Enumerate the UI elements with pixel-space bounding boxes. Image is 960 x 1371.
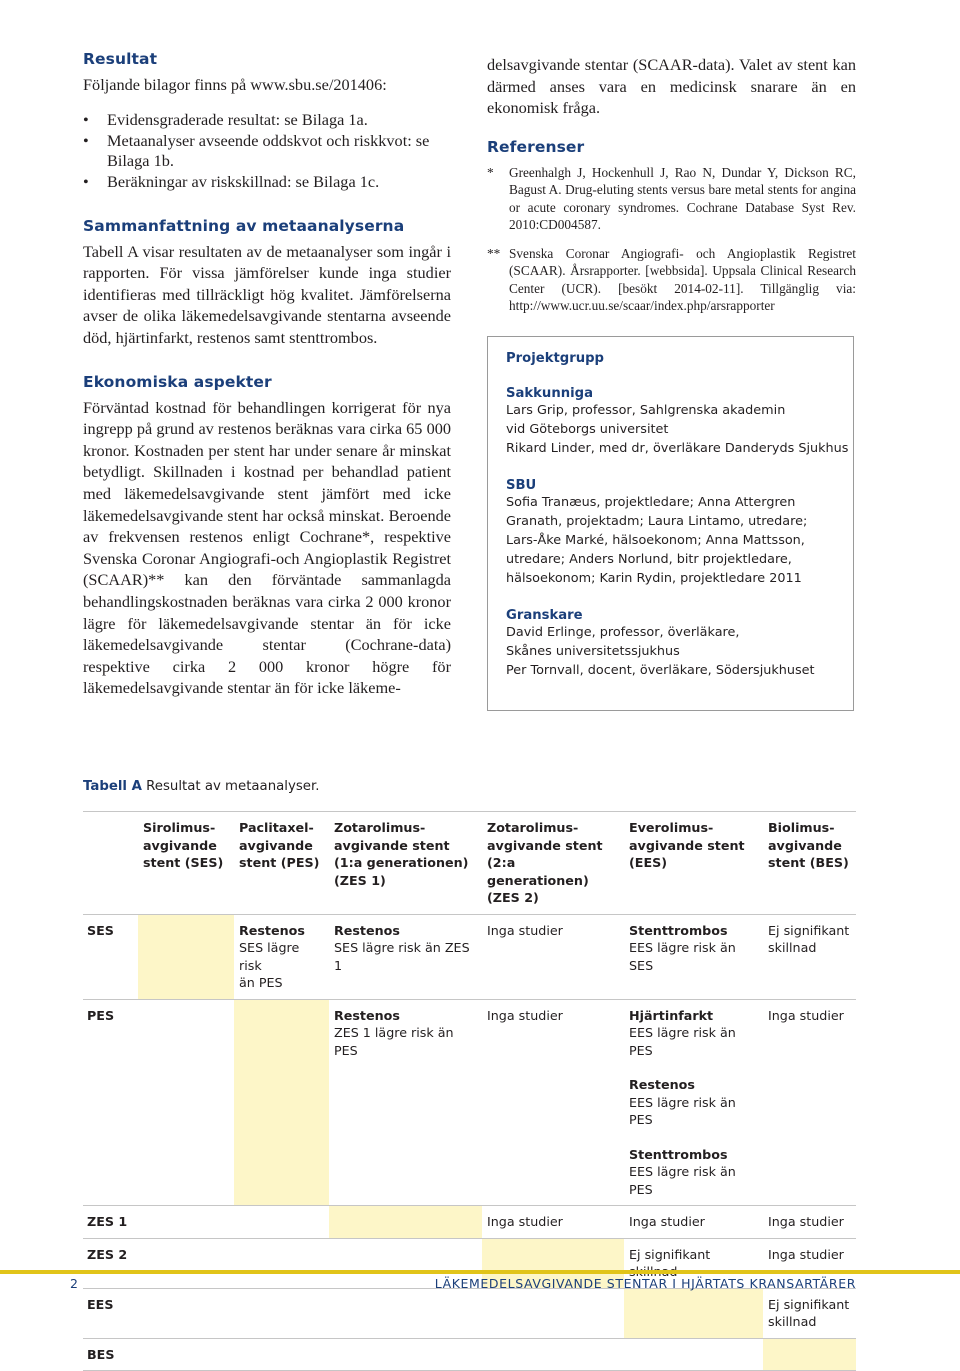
table-cell bbox=[624, 914, 763, 999]
table-cell bbox=[234, 1206, 329, 1239]
results-heading: Resultat bbox=[83, 50, 158, 68]
table-cell bbox=[624, 1338, 763, 1371]
cell-finding bbox=[629, 1076, 759, 1129]
economics-paragraph: Förväntad kostnad för behandlingen korrigerat för nya ingrepp på grund av restenos beräknas vara cirka 65 000 kronor. Kostnaden per stent har under senare år minskat betydligt. Skillnaden i kostnad per behandlad patient med läkemedelsavgivande stent jämfört med icke läkemedelsavgivande stent har också minskat. Beroende av frekvensen restenos enligt Cochrane*, respektive Svenska Coronar Angiografi-och Angioplastik Registret (SCAAR)** kan den förväntade sammanlagda behandlingskostnaden beräknas vara cirka 2 000 kronor lägre för läkemedelsavgivande stentar än för icke läkemedelsavgivande stentar (Cochrane-data) respektive cirka 2 000 kronor högre för läkemedelsavgivande stentar än för icke läkeme- bbox=[83, 397, 451, 698]
project-section-reviewers: Granskare David Erlinge, professor, överläkare, Skånes universitetssjukhus Per Tornvall, docent, överläkare, Södersjukhuset bbox=[506, 607, 815, 679]
cell-finding bbox=[768, 922, 852, 957]
project-group-title: Projektgrupp bbox=[506, 351, 604, 366]
table-cell bbox=[482, 1288, 624, 1338]
table-cell bbox=[482, 1206, 624, 1239]
economics-continuation: delsavgivande stentar (SCAAR-data). Valet av stent kan därmed anses vara en medicinsk snarare än en ekonomisk fråga. bbox=[487, 55, 856, 118]
cell-finding bbox=[768, 1246, 852, 1264]
cell-finding bbox=[334, 922, 478, 975]
finding-result: Inga studier bbox=[768, 1246, 844, 1262]
left-column bbox=[83, 50, 451, 699]
table-cell bbox=[138, 1288, 234, 1338]
project-section-sbu: SBU Sofia Tranæus, projektledare; Anna Attergren Granath, projektadm; Laura Lintamo, utredare; Lars-Åke Marké, hälsoekonom; Anna Mattsson, utredare; Anders Norlund, bitr projektledare, hälsoekonom; Karin Rydin, projektledare 2011 bbox=[506, 477, 808, 587]
footer-rule bbox=[0, 1270, 960, 1274]
table-cell bbox=[763, 914, 856, 999]
table-row bbox=[83, 999, 856, 1206]
row-header: ZES 1 bbox=[83, 1206, 138, 1239]
list-item: • Evidensgraderade resultat: se Bilaga 1a. bbox=[83, 109, 368, 129]
table-cell bbox=[624, 1206, 763, 1239]
cell-finding bbox=[334, 1007, 478, 1060]
bullet-icon: • bbox=[83, 131, 89, 151]
column-header: Zotarolimus- avgivande stent (1:a generationen) (ZES 1) bbox=[329, 812, 482, 915]
project-section-experts: Sakkunniga Lars Grip, professor, Sahlgrenska akademin vid Göteborgs universitet Rikard Linder, med dr, överläkare Danderyds Sjukhus bbox=[506, 386, 849, 457]
finding-result: SES lägre risk än PES bbox=[239, 940, 300, 990]
finding-result: Inga studier bbox=[487, 1214, 563, 1229]
finding-result: Ej signifikant skillnad bbox=[768, 922, 850, 955]
finding-outcome: Hjärtinfarkt bbox=[629, 1007, 714, 1023]
table-header-row bbox=[83, 812, 856, 915]
economics-heading: Ekonomiska aspekter bbox=[83, 372, 272, 391]
finding-result: Inga studier bbox=[629, 1214, 705, 1229]
finding-result: SES lägre risk än ZES 1 bbox=[334, 940, 470, 973]
table-cell bbox=[234, 1338, 329, 1371]
summary-heading: Sammanfattning av metaanalyserna bbox=[83, 216, 405, 235]
finding-outcome: Restenos bbox=[334, 1007, 400, 1023]
cell-finding bbox=[487, 1007, 620, 1025]
table-cell bbox=[763, 1338, 856, 1371]
references-heading: Referenser bbox=[487, 137, 585, 156]
table-caption-text: Resultat av metaanalyser. bbox=[146, 779, 320, 794]
table-cell bbox=[482, 914, 624, 999]
table-cell bbox=[624, 1288, 763, 1338]
cell-finding bbox=[629, 1213, 759, 1231]
summary-paragraph: Tabell A visar resultaten av de metaanalyser som ingår i rapporten. För vissa jämförelser kunde inga studier identifieras med tillräckligt hög kvalitet. Jämförelserna avser de olika läkemedelsavgivande stentarna avseende död, hjärtinfarkt, restenos samt stenttrombos. bbox=[83, 241, 451, 347]
table-row bbox=[83, 1338, 856, 1371]
table-cell bbox=[329, 914, 482, 999]
finding-result: Inga studier bbox=[487, 922, 563, 938]
table-cell bbox=[234, 1288, 329, 1338]
table-caption-label: Tabell A bbox=[83, 779, 142, 794]
finding-result: Inga studier bbox=[768, 1214, 844, 1229]
finding-outcome: Restenos bbox=[629, 1077, 695, 1092]
bullet-icon: • bbox=[83, 109, 89, 129]
page-number: 2 bbox=[70, 1276, 78, 1291]
finding-outcome: Stenttrombos bbox=[629, 1146, 728, 1162]
references-list bbox=[487, 164, 856, 315]
column-header: Paclitaxel- avgivande stent (PES) bbox=[234, 812, 329, 915]
finding-outcome: Restenos bbox=[239, 922, 305, 938]
running-title: LÄKEMEDELSAVGIVANDE STENTAR I HJÄRTATS KRANSARTÄRER bbox=[434, 1276, 856, 1291]
table-cell bbox=[329, 999, 482, 1206]
finding-result: Ej signifikant skillnad bbox=[768, 1296, 850, 1329]
table-row bbox=[83, 1288, 856, 1338]
table-cell bbox=[138, 999, 234, 1206]
results-intro: Följande bilagor finns på www.sbu.se/201406: bbox=[83, 75, 387, 94]
table-cell bbox=[763, 1288, 856, 1338]
cell-finding bbox=[487, 1213, 620, 1231]
cell-finding bbox=[487, 922, 620, 940]
table-cell bbox=[138, 1206, 234, 1239]
table-cell bbox=[763, 1206, 856, 1239]
table-cell bbox=[329, 1338, 482, 1371]
table-cell bbox=[482, 999, 624, 1206]
table-corner-cell bbox=[83, 812, 138, 915]
row-header: EES bbox=[83, 1288, 138, 1338]
column-header: Sirolimus- avgivande stent (SES) bbox=[138, 812, 234, 915]
table-cell bbox=[234, 999, 329, 1206]
list-item: • Beräkningar av riskskillnad: se Bilaga 1c. bbox=[83, 172, 380, 192]
finding-outcome: Restenos bbox=[334, 922, 400, 938]
results-bullet-list bbox=[83, 110, 451, 192]
cell-finding bbox=[239, 922, 325, 992]
table-cell bbox=[763, 999, 856, 1206]
project-group-box bbox=[487, 336, 854, 711]
table-cell bbox=[329, 1206, 482, 1239]
finding-result: Inga studier bbox=[487, 1007, 563, 1023]
table-cell bbox=[138, 1238, 234, 1288]
right-column bbox=[487, 54, 856, 326]
table-cell bbox=[329, 1288, 482, 1338]
finding-result: EES lägre risk än SES bbox=[629, 940, 736, 973]
row-header: SES bbox=[83, 914, 138, 999]
table-cell bbox=[138, 1338, 234, 1371]
finding-result: EES lägre risk än PES bbox=[629, 1164, 736, 1197]
column-header: Biolimus- avgivande stent (BES) bbox=[763, 812, 856, 915]
table-cell bbox=[234, 914, 329, 999]
list-item: • Metaanalyser avseende oddskvot och riskkvot: se Bilaga 1b. bbox=[83, 131, 430, 170]
finding-result: EES lägre risk än PES bbox=[629, 1025, 736, 1058]
row-header: BES bbox=[83, 1338, 138, 1371]
table-row bbox=[83, 914, 856, 999]
row-header: ZES 2 bbox=[83, 1238, 138, 1288]
cell-finding bbox=[629, 1007, 759, 1060]
cell-finding bbox=[768, 1213, 852, 1231]
column-header: Everolimus- avgivande stent (EES) bbox=[624, 812, 763, 915]
finding-result: EES lägre risk än PES bbox=[629, 1094, 736, 1127]
table-cell bbox=[138, 914, 234, 999]
table-cell bbox=[234, 1238, 329, 1288]
column-header: Zotarolimus- avgivande stent (2:a generationen) (ZES 2) bbox=[482, 812, 624, 915]
row-header: PES bbox=[83, 999, 138, 1206]
finding-result: ZES 1 lägre risk än PES bbox=[334, 1025, 454, 1058]
table-cell bbox=[482, 1338, 624, 1371]
reference-item: * Greenhalgh J, Hockenhull J, Rao N, Dundar Y, Dickson RC, Bagust A. Drug-eluting stents versus bare metal stents for angina or acute coronary syndromes. Cochrane Database Syst Rev. 2010:CD004587. bbox=[487, 164, 856, 233]
finding-outcome: Stenttrombos bbox=[629, 922, 728, 938]
finding-result: Ej signifikant bbox=[629, 1246, 711, 1262]
table-cell bbox=[624, 999, 763, 1206]
bullet-icon: • bbox=[83, 172, 89, 192]
reference-item: ** Svenska Coronar Angiografi- och Angioplastik Registret (SCAAR). Årsrapporter. [webbsida]. Uppsala Clinical Research Center (UCR). [besökt 2014-02-11]. Tillgänglig via: http://www.ucr.uu.se/scaar/index.php/arsrapporter bbox=[487, 245, 856, 314]
finding-result: Inga studier bbox=[768, 1007, 844, 1023]
cell-finding bbox=[768, 1296, 852, 1331]
cell-finding bbox=[768, 1007, 852, 1025]
cell-finding bbox=[629, 1146, 759, 1199]
table-row bbox=[83, 1206, 856, 1239]
table-caption bbox=[83, 779, 319, 794]
cell-finding bbox=[629, 922, 759, 975]
